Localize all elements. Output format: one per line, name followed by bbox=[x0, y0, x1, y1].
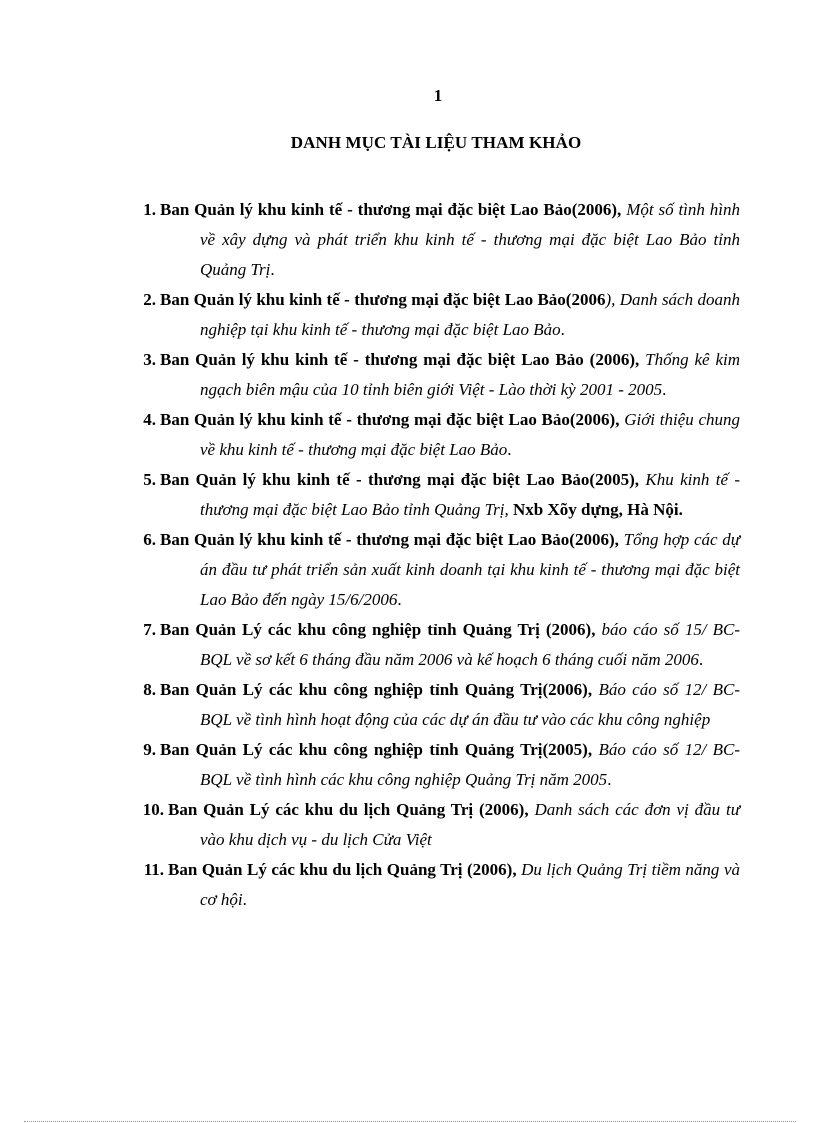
reference-title: Danh sách các đơn vị đầu tư vào khu dịch vụ - du lịch Cửa Việt bbox=[200, 800, 741, 849]
reference-tail: . bbox=[607, 770, 612, 789]
reference-title: Báo cáo số 12/ BC-BQL về tình hình các khu công nghiệp Quảng Trị năm 2005 bbox=[200, 740, 741, 789]
reference-title: Du lịch Quảng Trị tiềm năng và cơ hội bbox=[200, 860, 740, 909]
reference-item bbox=[128, 195, 740, 285]
reference-author: Ban Quản lý khu kinh tế - thương mại đặc biệt Lao Bảo(2005), bbox=[160, 470, 640, 489]
footer-divider bbox=[24, 1121, 796, 1122]
reference-number: 8. bbox=[143, 680, 156, 699]
reference-author: Ban Quản lý khu kinh tế - thương mại đặc biệt Lao Bảo(2006), bbox=[160, 530, 619, 549]
reference-title: ), Danh sách doanh nghiệp tại khu kinh tế - thương mại đặc biệt Lao Bảo bbox=[200, 290, 740, 339]
reference-tail: . bbox=[560, 320, 565, 339]
reference-item bbox=[128, 735, 740, 795]
reference-number: 11. bbox=[143, 860, 164, 879]
reference-tail: . bbox=[698, 650, 704, 669]
reference-number: 6. bbox=[143, 530, 156, 549]
reference-tail: . bbox=[662, 380, 667, 399]
reference-author: Ban Quản Lý các khu du lịch Quảng Trị (2006), bbox=[168, 860, 517, 879]
reference-number: 9. bbox=[143, 740, 156, 759]
page-title: DANH MỤC TÀI LIỆU THAM KHẢO bbox=[290, 133, 582, 152]
reference-author: Ban Quản lý khu kinh tế - thương mại đặc biệt Lao Bảo(2006), bbox=[160, 200, 622, 219]
reference-number: 3. bbox=[143, 350, 156, 369]
reference-author: Ban Quản lý khu kinh tế - thương mại đặc biệt Lao Bảo(2006 bbox=[160, 290, 606, 309]
reference-number: 7. bbox=[143, 620, 156, 639]
reference-number: 5. bbox=[143, 470, 156, 489]
reference-number: 10. bbox=[142, 800, 164, 819]
reference-title: Khu kinh tế - thương mại đặc biệt Lao Bảo tỉnh Quảng Trị, bbox=[200, 470, 741, 519]
reference-tail: . bbox=[507, 440, 512, 459]
reference-item bbox=[128, 795, 740, 855]
reference-publisher: Nxb Xõy dựng, Hà Nội. bbox=[513, 500, 683, 519]
reference-item bbox=[128, 465, 740, 525]
reference-tail: . bbox=[397, 590, 402, 609]
reference-item bbox=[128, 285, 740, 345]
reference-number: 4. bbox=[143, 410, 156, 429]
reference-author: Ban Quản Lý các khu du lịch Quảng Trị (2006), bbox=[168, 800, 529, 819]
reference-title: báo cáo số 15/ BC-BQL về sơ kết 6 tháng đầu năm 2006 và kế hoạch 6 tháng cuối năm 2006 bbox=[200, 620, 741, 669]
reference-title: Thống kê kim ngạch biên mậu của 10 tỉnh biên giới Việt - Lào thời kỳ 2001 - 2005 bbox=[200, 350, 741, 399]
reference-tail: . bbox=[242, 890, 247, 909]
reference-item bbox=[128, 405, 740, 465]
reference-number: 2. bbox=[143, 290, 156, 309]
reference-title: Giới thiệu chung về khu kinh tế - thương mại đặc biệt Lao Bảo bbox=[200, 410, 741, 459]
reference-tail: . bbox=[270, 260, 275, 279]
reference-list bbox=[128, 195, 740, 915]
reference-author: Ban Quản Lý các khu công nghiệp tỉnh Quảng Trị(2005), bbox=[160, 740, 593, 759]
reference-author: Ban Quản Lý các khu công nghiệp tỉnh Quảng Trị (2006), bbox=[160, 620, 596, 639]
reference-title: Báo cáo số 12/ BC-BQL về tình hình hoạt động của các dự án đầu tư vào các khu công nghiệp bbox=[200, 680, 741, 729]
reference-item bbox=[128, 525, 740, 615]
reference-item bbox=[128, 675, 740, 735]
reference-title: Tổng hợp các dự án đầu tư phát triển sản xuất kinh doanh tại khu kinh tế - thương mại đặc biệt Lao Bảo đến ngày 15/6/2006 bbox=[200, 530, 741, 609]
reference-item bbox=[128, 855, 740, 915]
reference-author: Ban Quản lý khu kinh tế - thương mại đặc biệt Lao Bảo(2006), bbox=[160, 410, 620, 429]
reference-title: Một số tình hình về xây dựng và phát triển khu kinh tế - thương mại đặc biệt Lao Bảo tỉnh Quảng Trị bbox=[200, 200, 741, 279]
reference-author: Ban Quản lý khu kinh tế - thương mại đặc biệt Lao Bảo (2006), bbox=[160, 350, 640, 369]
page-number: 1 bbox=[433, 86, 443, 105]
reference-number: 1. bbox=[143, 200, 156, 219]
reference-item bbox=[128, 345, 740, 405]
reference-author: Ban Quản Lý các khu công nghiệp tỉnh Quảng Trị(2006), bbox=[160, 680, 593, 699]
reference-item bbox=[128, 615, 740, 675]
